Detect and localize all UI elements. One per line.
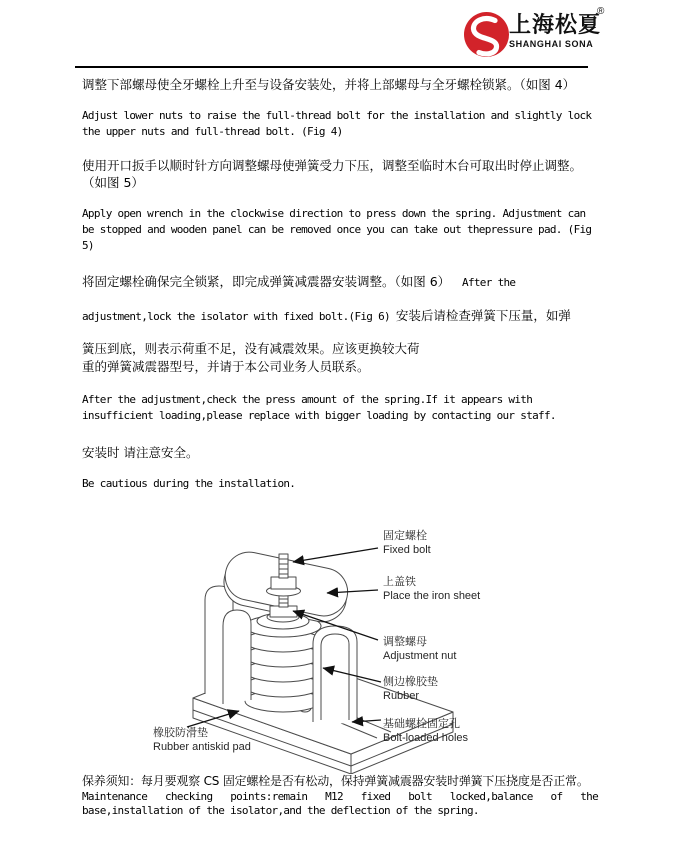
- maintenance-note-en-line1: Maintenance checking points:remain M12 fixed bolt locked,balance of the: [82, 790, 598, 803]
- left-rubber-cup: [223, 610, 251, 704]
- paragraph-wrench-zh: 使用开口扳手以顺时针方向调整螺母使弹簧受力下压，调整至临时木台可取出时停止调整。（如图 5）: [82, 158, 583, 190]
- paragraph-adjust-nuts-en: Adjust lower nuts to raise the full-thread bolt for the installation and slightly lock the upper nuts and full-thread bolt. (Fig 4): [82, 109, 592, 138]
- label-bolt-holes: [383, 716, 468, 746]
- label-fixed-bolt-zh: 固定螺栓: [383, 529, 427, 542]
- maintenance-note-zh: 保养须知：每月要观察 CS 固定螺栓是否有松动，保持弹簧减震器安装时弹簧下压挠度是否正常。: [82, 774, 589, 788]
- brand-name-cn: 上海松夏: [509, 12, 602, 37]
- label-fixed-bolt: [383, 528, 431, 558]
- label-antiskid-pad-en: Rubber antiskid pad: [153, 741, 251, 753]
- brand-logo: [464, 6, 624, 60]
- label-bolt-holes-zh: 基础螺栓固定孔: [383, 717, 460, 730]
- sona-s-logo-icon: [464, 12, 509, 57]
- label-side-rubber-en: Rubber: [383, 690, 420, 702]
- spring-coils: [245, 615, 321, 712]
- arrow-fixed-bolt: [293, 548, 378, 562]
- label-fixed-bolt-en: Fixed bolt: [383, 544, 431, 556]
- label-side-rubber: [383, 674, 438, 704]
- brand-name-en: SHANGHAI SONA: [509, 39, 594, 49]
- label-antiskid-pad-zh: 橡胶防滑垫: [153, 726, 208, 739]
- isolator-diagram: [145, 522, 575, 774]
- paragraph-adjust-nuts-zh: 调整下部螺母使全牙螺栓上升至与设备安装处，并将上部螺母与全牙螺栓锁紧。（如图 4）: [82, 77, 576, 92]
- paragraph-fix-bolt-line1: [82, 272, 598, 291]
- fix-bolt-line2-en: adjustment,lock the isolator with fixed bolt.(Fig 6): [82, 310, 396, 323]
- paragraph-safety-zh: 安装时 请注意安全。: [82, 445, 199, 460]
- paragraph-check-press-en: After the adjustment,check the press amount of the spring.If it appears with insufficient loading,please replace with bigger loading by contacting our staff.: [82, 393, 556, 422]
- fix-bolt-line1-zh: 将固定螺栓确保完全锁紧，即完成弹簧减震器安装调整。（如图 6）: [82, 274, 451, 289]
- registered-trademark: ®: [597, 6, 605, 17]
- maintenance-note-en-line2: base,installation of the isolator,and the deflection of the spring.: [82, 804, 479, 817]
- label-adjustment-nut-en: Adjustment nut: [383, 650, 457, 662]
- brand-text: [509, 13, 601, 49]
- paragraph-fix-bolt-line3: 簧压到底，则表示荷重不足，没有减震效果。应该更换较大荷: [82, 341, 420, 356]
- paragraph-safety-en: Be cautious during the installation.: [82, 477, 296, 490]
- label-top-cover: [383, 574, 480, 604]
- label-adjustment-nut: [383, 634, 456, 664]
- fix-bolt-line2-zh: 安装后请检查弹簧下压量，如弹: [395, 308, 571, 323]
- label-top-cover-en: Place the iron sheet: [383, 590, 481, 602]
- label-antiskid-pad: [153, 725, 251, 755]
- label-top-cover-zh: 上盖铁: [383, 575, 416, 588]
- label-adjustment-nut-zh: 调整螺母: [383, 635, 427, 648]
- label-bolt-holes-en: Bolt-loaded holes: [383, 732, 469, 744]
- paragraph-wrench-en: Apply open wrench in the clockwise direction to press down the spring. Adjustment can be stopped and wooden panel can be removed once you can take out thepressure pad. (Fig 5): [82, 207, 592, 252]
- paragraph-fix-bolt-line4: 重的弹簧减震器型号，并请于本公司业务人员联系。: [82, 359, 370, 374]
- fix-bolt-line1-en: After the: [450, 276, 516, 289]
- label-side-rubber-zh: 侧边橡胶垫: [383, 675, 438, 688]
- header-divider: [75, 66, 588, 68]
- upper-nut: [271, 577, 296, 589]
- paragraph-fix-bolt-line2: [82, 306, 598, 325]
